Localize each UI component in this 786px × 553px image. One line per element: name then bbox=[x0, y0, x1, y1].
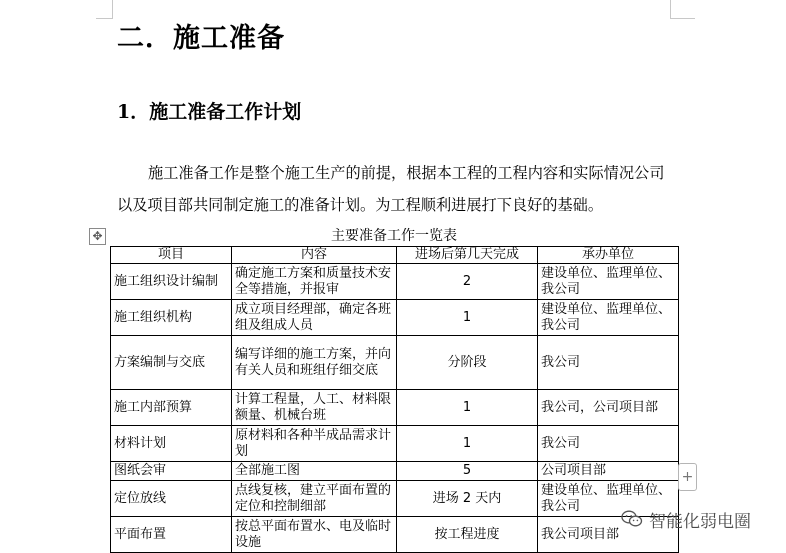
cell-unit: 我公司 bbox=[538, 336, 679, 390]
cell-content: 原材料和各种半成品需求计划 bbox=[232, 426, 397, 462]
intro-paragraph: 施工准备工作是整个施工生产的前提，根据本工程的工程内容和实际情况公司以及项目部共同制定施工的准备计划。为工程顺利进展打下良好的基础。 bbox=[117, 164, 665, 214]
header-days: 进场后第几天完成 bbox=[397, 247, 538, 264]
cell-content: 按总平面布置水、电及临时设施 bbox=[232, 517, 397, 553]
table-row bbox=[111, 426, 679, 462]
cell-days: 按工程进度 bbox=[397, 517, 538, 553]
cell-unit: 我公司项目部 bbox=[538, 517, 679, 553]
table-row bbox=[111, 462, 679, 481]
cell-item: 图纸会审 bbox=[111, 462, 232, 481]
table-caption: 主要准备工作一览表 bbox=[331, 228, 457, 244]
cell-content: 点线复核，建立平面布置的定位和控制细部 bbox=[232, 481, 397, 517]
plus-icon: + bbox=[681, 469, 694, 485]
preparation-plan-table bbox=[110, 246, 679, 553]
cell-unit: 建设单位、监理单位、我公司 bbox=[538, 300, 679, 336]
header-unit: 承办单位 bbox=[538, 247, 679, 264]
cell-item: 平面布置 bbox=[111, 517, 232, 553]
header-content: 内容 bbox=[232, 247, 397, 264]
wechat-icon bbox=[621, 510, 643, 528]
cell-item: 方案编制与交底 bbox=[111, 336, 232, 390]
cell-unit: 建设单位、监理单位、我公司 bbox=[538, 264, 679, 300]
cell-item: 施工组织设计编制 bbox=[111, 264, 232, 300]
table-row bbox=[111, 481, 679, 517]
cell-days: 进场 2 天内 bbox=[397, 481, 538, 517]
cell-item: 施工内部预算 bbox=[111, 390, 232, 426]
table-row bbox=[111, 336, 679, 390]
table-row bbox=[111, 517, 679, 553]
section-heading: 二．施工准备 bbox=[117, 23, 285, 54]
cell-content: 编写详细的施工方案，并向有关人员和班组仔细交底 bbox=[232, 336, 397, 390]
cell-unit: 我公司 bbox=[538, 426, 679, 462]
cell-content: 计算工程量，人工、材料限额量、机械台班 bbox=[232, 390, 397, 426]
cell-days: 1 bbox=[397, 390, 538, 426]
table-row bbox=[111, 300, 679, 336]
header-item: 项目 bbox=[111, 247, 232, 264]
page-corner-mark-right bbox=[670, 0, 695, 19]
cell-days: 1 bbox=[397, 300, 538, 336]
cell-content: 确定施工方案和质量技术安全等措施，并报审 bbox=[232, 264, 397, 300]
cell-content: 成立项目经理部，确定各班组及组成人员 bbox=[232, 300, 397, 336]
subsection-heading: 1．施工准备工作计划 bbox=[117, 101, 302, 123]
cell-days: 1 bbox=[397, 426, 538, 462]
watermark-text: 智能化弱电圈 bbox=[649, 511, 751, 532]
cell-days: 2 bbox=[397, 264, 538, 300]
cell-item: 施工组织机构 bbox=[111, 300, 232, 336]
table-header-row bbox=[111, 247, 679, 264]
table-move-handle[interactable] bbox=[89, 228, 106, 245]
cell-unit: 建设单位、监理单位、我公司 bbox=[538, 481, 679, 517]
move-arrows-icon: ✥ bbox=[92, 229, 103, 243]
cell-days: 分阶段 bbox=[397, 336, 538, 390]
cell-item: 材料计划 bbox=[111, 426, 232, 462]
cell-unit: 公司项目部 bbox=[538, 462, 679, 481]
add-row-button[interactable] bbox=[678, 463, 697, 491]
page-corner-mark-left bbox=[96, 0, 113, 19]
cell-days: 5 bbox=[397, 462, 538, 481]
table-row bbox=[111, 264, 679, 300]
cell-content: 全部施工图 bbox=[232, 462, 397, 481]
table-row bbox=[111, 390, 679, 426]
cell-item: 定位放线 bbox=[111, 481, 232, 517]
cell-unit: 我公司，公司项目部 bbox=[538, 390, 679, 426]
watermark bbox=[621, 505, 751, 533]
